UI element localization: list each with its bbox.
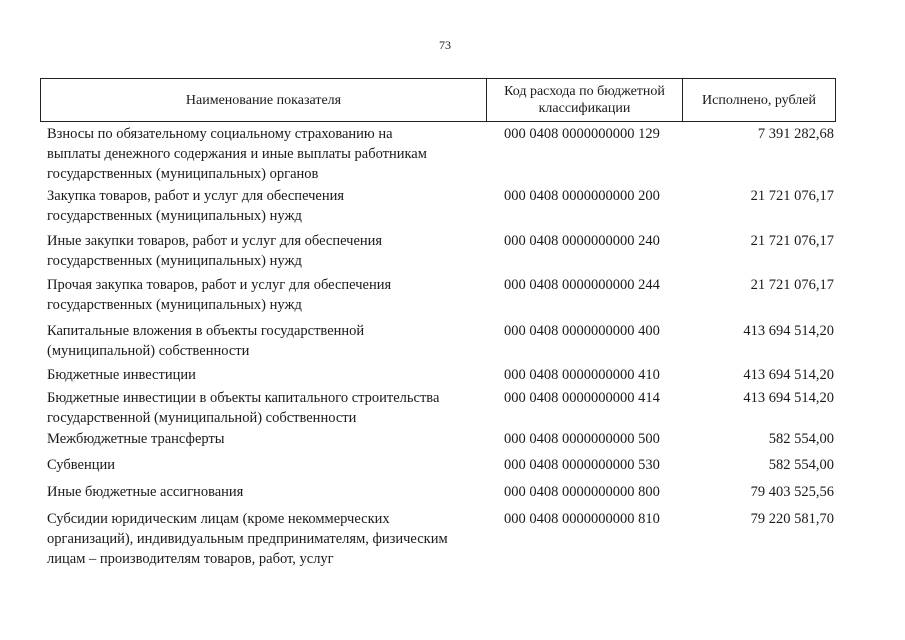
row-name: Иные закупки товаров, работ и услуг для обеспечения государственных (муниципальных) нужд xyxy=(47,233,383,269)
row-code: 000 0408 0000000000 414 xyxy=(504,390,660,406)
row-name: Бюджетные инвестиции xyxy=(47,367,196,383)
row-code: 000 0408 0000000000 129 xyxy=(504,126,660,142)
row-code: 000 0408 0000000000 400 xyxy=(504,323,660,339)
row-name: Бюджетные инвестиции в объекты капитального строительства государственной (муниципальной) собственности xyxy=(47,390,440,426)
row-code: 000 0408 0000000000 800 xyxy=(504,484,660,500)
row-amount: 21 721 076,17 xyxy=(750,277,834,293)
row-name: Субвенции xyxy=(47,457,115,473)
row-amount: 79 403 525,56 xyxy=(750,484,834,500)
row-amount: 21 721 076,17 xyxy=(750,188,834,204)
row-code: 000 0408 0000000000 200 xyxy=(504,188,660,204)
row-amount: 582 554,00 xyxy=(768,431,834,447)
row-amount: 413 694 514,20 xyxy=(743,390,834,406)
row-name: Закупка товаров, работ и услуг для обеспечения государственных (муниципальных) нужд xyxy=(47,188,345,224)
row-amount: 7 391 282,68 xyxy=(757,126,834,142)
row-code: 000 0408 0000000000 810 xyxy=(504,511,660,527)
header-code-column: Код расхода по бюджетной классификации xyxy=(487,79,683,121)
row-name: Взносы по обязательному социальному страхованию на выплаты денежного содержания и иные выплаты работникам государственных (муниципальных) органов xyxy=(47,126,427,182)
header-name-column: Наименование показателя xyxy=(41,79,487,121)
header-executed-column: Исполнено, рублей xyxy=(702,92,816,108)
row-code: 000 0408 0000000000 500 xyxy=(504,431,660,447)
table-header xyxy=(40,78,836,122)
row-code: 000 0408 0000000000 530 xyxy=(504,457,660,473)
row-amount: 21 721 076,17 xyxy=(750,233,834,249)
row-code: 000 0408 0000000000 410 xyxy=(504,367,660,383)
row-code: 000 0408 0000000000 244 xyxy=(504,277,660,293)
row-code: 000 0408 0000000000 240 xyxy=(504,233,660,249)
row-amount: 413 694 514,20 xyxy=(743,323,834,339)
row-name: Субсидии юридическим лицам (кроме некоммерческих организаций), индивидуальным предпринимателям, физическим лицам – производителям товаров, работ, услуг xyxy=(47,511,448,567)
row-name: Прочая закупка товаров, работ и услуг для обеспечения государственных (муниципальных) нужд xyxy=(47,277,392,313)
page-number: 73 xyxy=(439,38,451,52)
row-amount: 582 554,00 xyxy=(768,457,834,473)
row-amount: 79 220 581,70 xyxy=(750,511,834,527)
row-name: Иные бюджетные ассигнования xyxy=(47,484,244,500)
row-name: Капитальные вложения в объекты государственной (муниципальной) собственности xyxy=(47,323,365,359)
row-amount: 413 694 514,20 xyxy=(743,367,834,383)
row-name: Межбюджетные трансферты xyxy=(47,431,225,447)
